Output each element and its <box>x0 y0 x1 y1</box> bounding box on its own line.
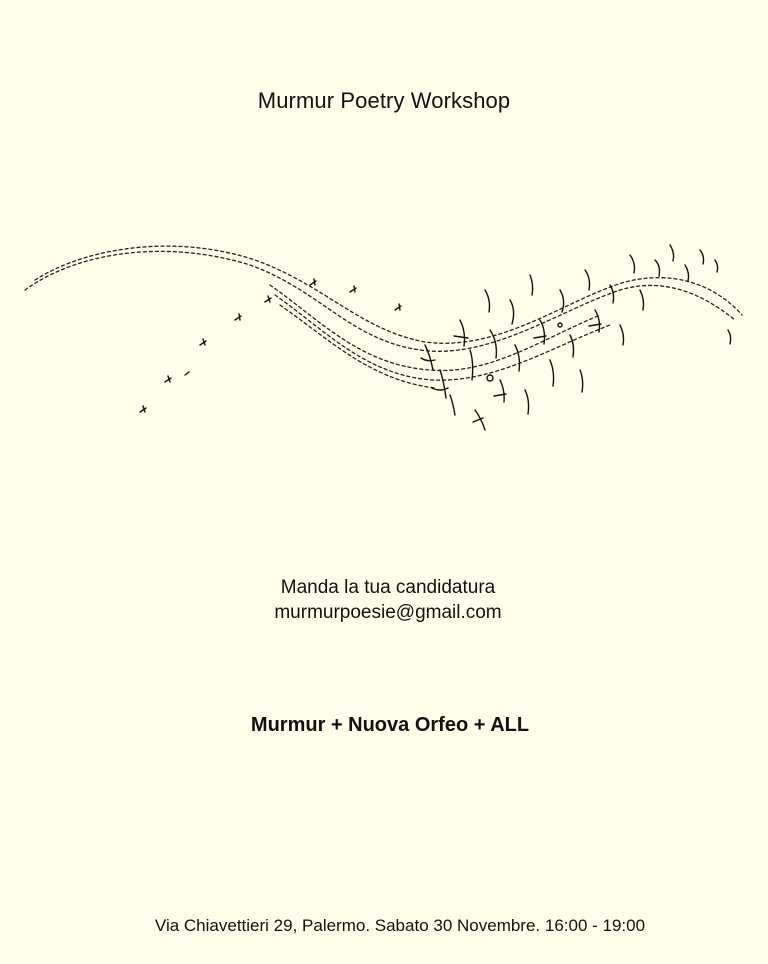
application-info <box>0 575 768 625</box>
event-details: Via Chiavettieri 29, Palermo. Sabato 30 Novembre. 16:00 - 19:00 <box>154 916 646 935</box>
application-call: Manda la tua candidatura <box>280 577 496 598</box>
partners-line: Murmur + Nuova Orfeo + ALL <box>250 714 530 736</box>
page-title: Murmur Poetry Workshop <box>257 88 511 113</box>
contact-email[interactable]: murmurpoesie@gmail.com <box>274 602 502 623</box>
bird-flock-icon <box>20 230 750 470</box>
